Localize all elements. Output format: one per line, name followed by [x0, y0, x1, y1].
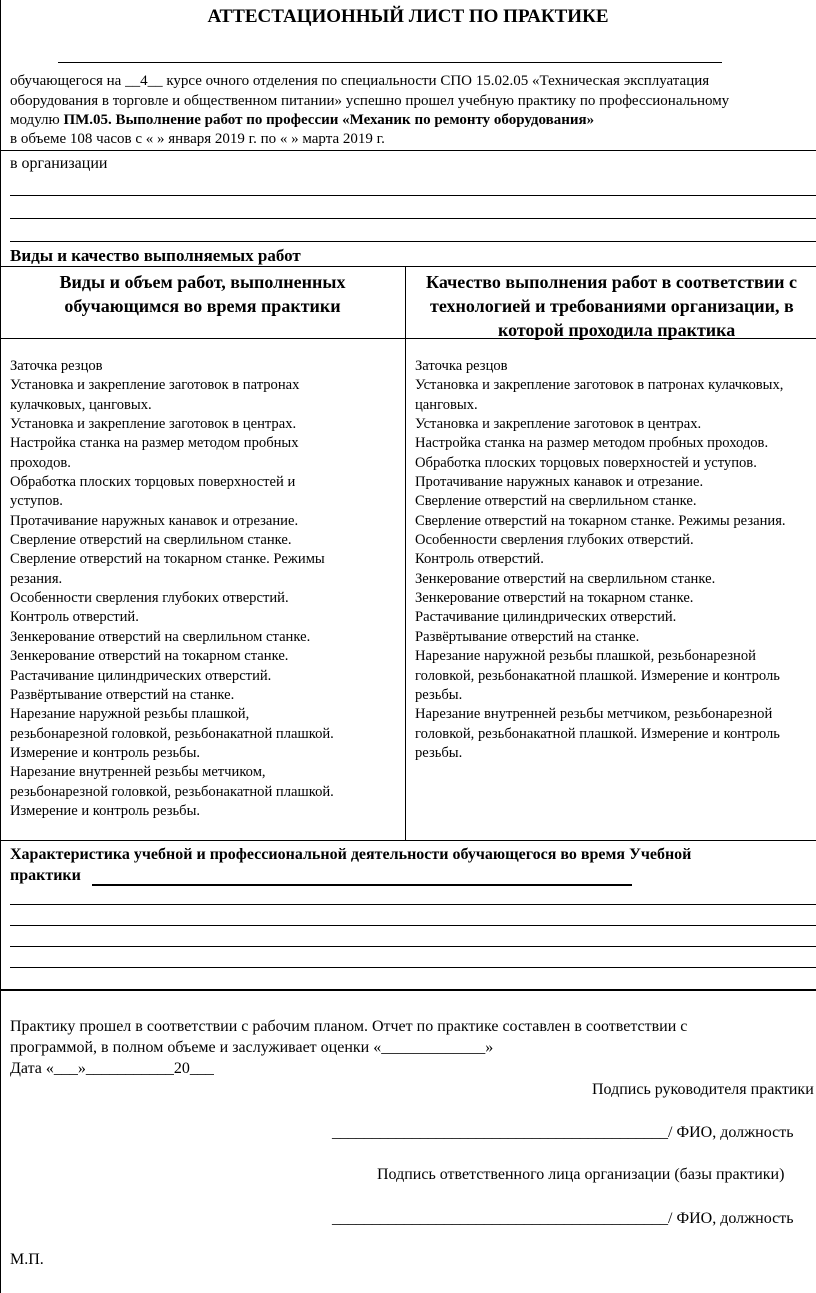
quality-list-line: резьбы. [415, 744, 463, 761]
works-list-line: кулачковых, цанговых. [10, 396, 152, 413]
works-list-line: Нарезание наружной резьбы плашкой, [10, 706, 250, 723]
works-list-line: Сверление отверстий на сверлильном станке. [10, 532, 292, 549]
page-title: АТТЕСТАЦИОННЫЙ ЛИСТ ПО ПРАКТИКЕ [207, 6, 609, 27]
works-list-line: Протачивание наружных канавок и отрезание. [10, 512, 299, 529]
works-list-line: Развёртывание отверстий на станке. [10, 686, 235, 703]
supervisor-fio-line: __________________________________________/ ФИО, должность [332, 1124, 794, 1141]
works-list-line: уступов. [10, 493, 63, 510]
organization-line-1 [10, 195, 816, 196]
quality-list-line: Развёртывание отверстий на станке. [415, 628, 640, 645]
conclusion-line-1: Практику прошел в соответствии с рабочим планом. Отчет по практике составлен в соответствии с [10, 1018, 688, 1035]
quality-list-line: Сверление отверстий на сверлильном станке. [415, 493, 697, 510]
supervisor-signature-label: Подпись руководителя практики [592, 1081, 814, 1098]
col2-header [406, 270, 816, 342]
quality-list-line: головкой, резьбонакатной плашкой. Измерение и контроль [415, 725, 780, 742]
table-column-divider [405, 266, 406, 840]
works-list-line: Особенности сверления глубоких отверстий. [10, 590, 289, 607]
quality-list-line: Установка и закрепление заготовок в центрах. [415, 416, 702, 433]
quality-list-line: Нарезание внутренней резьбы метчиком, резьбонарезной [415, 706, 773, 723]
organization-line-3 [10, 241, 816, 242]
characteristic-line-1: Характеристика учебной и профессиональной деятельности обучающегося во время Учебной [10, 846, 692, 863]
table-header-border [0, 338, 816, 339]
intro-line-4: в объеме 108 часов с « » января 2019 г. по « » марта 2019 г. [10, 131, 385, 147]
quality-list-line: резьбы. [415, 686, 463, 703]
quality-list-line: цанговых. [415, 396, 478, 413]
section-divider-bottom [0, 989, 816, 991]
table-top-border [0, 266, 816, 267]
col1-header-line: Виды и объем работ, выполненных [59, 272, 346, 292]
quality-list-line: Особенности сверления глубоких отверстий. [415, 532, 694, 549]
works-list-line: Измерение и контроль резьбы. [10, 744, 201, 761]
quality-list-line: Протачивание наружных канавок и отрезание. [415, 474, 704, 491]
quality-list-line: Установка и закрепление заготовок в патронах кулачковых, [415, 377, 784, 394]
intro-line-2: оборудования в торговле и общественном питании» успешно прошел учебную практику по профессиональному [10, 93, 730, 109]
intro-line-3 [10, 110, 594, 131]
characteristic-line-b [10, 925, 816, 926]
quality-list-line: Контроль отверстий. [415, 551, 544, 568]
org-signature-label: Подпись ответственного лица организации (базы практики) [377, 1166, 785, 1183]
quality-list-line: Сверление отверстий на токарном станке. Режимы резания. [415, 512, 786, 529]
works-list-line: проходов. [10, 454, 71, 471]
org-fio-line: __________________________________________/ ФИО, должность [332, 1210, 794, 1227]
col2-quality-list [415, 357, 816, 763]
organization-label: в организации [10, 155, 108, 172]
works-list-line: Контроль отверстий. [10, 609, 139, 626]
organization-line-2 [10, 218, 816, 219]
characteristic-line-a [10, 904, 816, 905]
works-list-line: Установка и закрепление заготовок в центрах. [10, 416, 297, 433]
works-list-line: Обработка плоских торцовых поверхностей и [10, 474, 296, 491]
quality-list-line: Зенкерование отверстий на токарном станке. [415, 590, 694, 607]
col1-works-list [10, 357, 404, 821]
intro-module-title: ПМ.05. Выполнение работ по профессии «Механик по ремонту оборудования» [63, 112, 595, 128]
works-list-line: Растачивание цилиндрических отверстий. [10, 667, 272, 684]
characteristic-underline [92, 884, 632, 886]
col2-header-line: технологией и требованиями организации, в [430, 296, 794, 316]
quality-list-line: Заточка резцов [415, 358, 508, 374]
characteristic-line-2: практики [10, 867, 81, 884]
characteristic-line-c [10, 946, 816, 947]
conclusion-line-2: программой, в полном объеме и заслуживает оценки «_____________» [10, 1039, 494, 1056]
name-underline [58, 62, 722, 63]
stamp-place-label: М.П. [10, 1251, 44, 1268]
quality-list-line: Нарезание наружной резьбы плашкой, резьбонарезной [415, 648, 756, 665]
quality-list-line: головкой, резьбонакатной плашкой. Измерение и контроль [415, 667, 780, 684]
intro-line-1: обучающегося на __4__ курсе очного отделения по специальности СПО 15.02.05 «Техническая эксплуатация [10, 73, 710, 89]
quality-list-line: Растачивание цилиндрических отверстий. [415, 609, 677, 626]
works-list-line: Измерение и контроль резьбы. [10, 802, 201, 819]
table-bottom-border [0, 840, 816, 841]
date-line: Дата «___»___________20___ [10, 1060, 214, 1077]
works-list-line: Зенкерование отверстий на токарном станке. [10, 648, 289, 665]
works-list-line: резьбонарезной головкой, резьбонакатной плашкой. [10, 725, 334, 742]
works-list-line: Заточка резцов [10, 358, 103, 374]
works-list-line: резьбонарезной головкой, резьбонакатной плашкой. [10, 783, 334, 800]
characteristic-line-d [10, 967, 816, 968]
quality-list-line: Обработка плоских торцовых поверхностей и уступов. [415, 454, 757, 471]
works-section-title: Виды и качество выполняемых работ [10, 246, 301, 265]
intro-module-prefix: модулю [10, 112, 64, 128]
section-divider [0, 150, 816, 151]
quality-list-line: Настройка станка на размер методом пробных проходов. [415, 435, 769, 452]
col1-header [0, 270, 405, 318]
works-list-line: Зенкерование отверстий на сверлильном станке. [10, 628, 311, 645]
col1-header-line: обучающимся во время практики [64, 296, 341, 316]
quality-list-line: Зенкерование отверстий на сверлильном станке. [415, 570, 716, 587]
works-list-line: Нарезание внутренней резьбы метчиком, [10, 764, 266, 781]
works-list-line: Сверление отверстий на токарном станке. Режимы [10, 551, 325, 568]
col2-header-line: Качество выполнения работ в соответствии с [426, 272, 797, 292]
works-list-line: Установка и закрепление заготовок в патронах [10, 377, 300, 394]
works-list-line: резания. [10, 570, 63, 587]
works-list-line: Настройка станка на размер методом пробных [10, 435, 299, 452]
col2-header-line: которой проходила практика [498, 320, 736, 340]
